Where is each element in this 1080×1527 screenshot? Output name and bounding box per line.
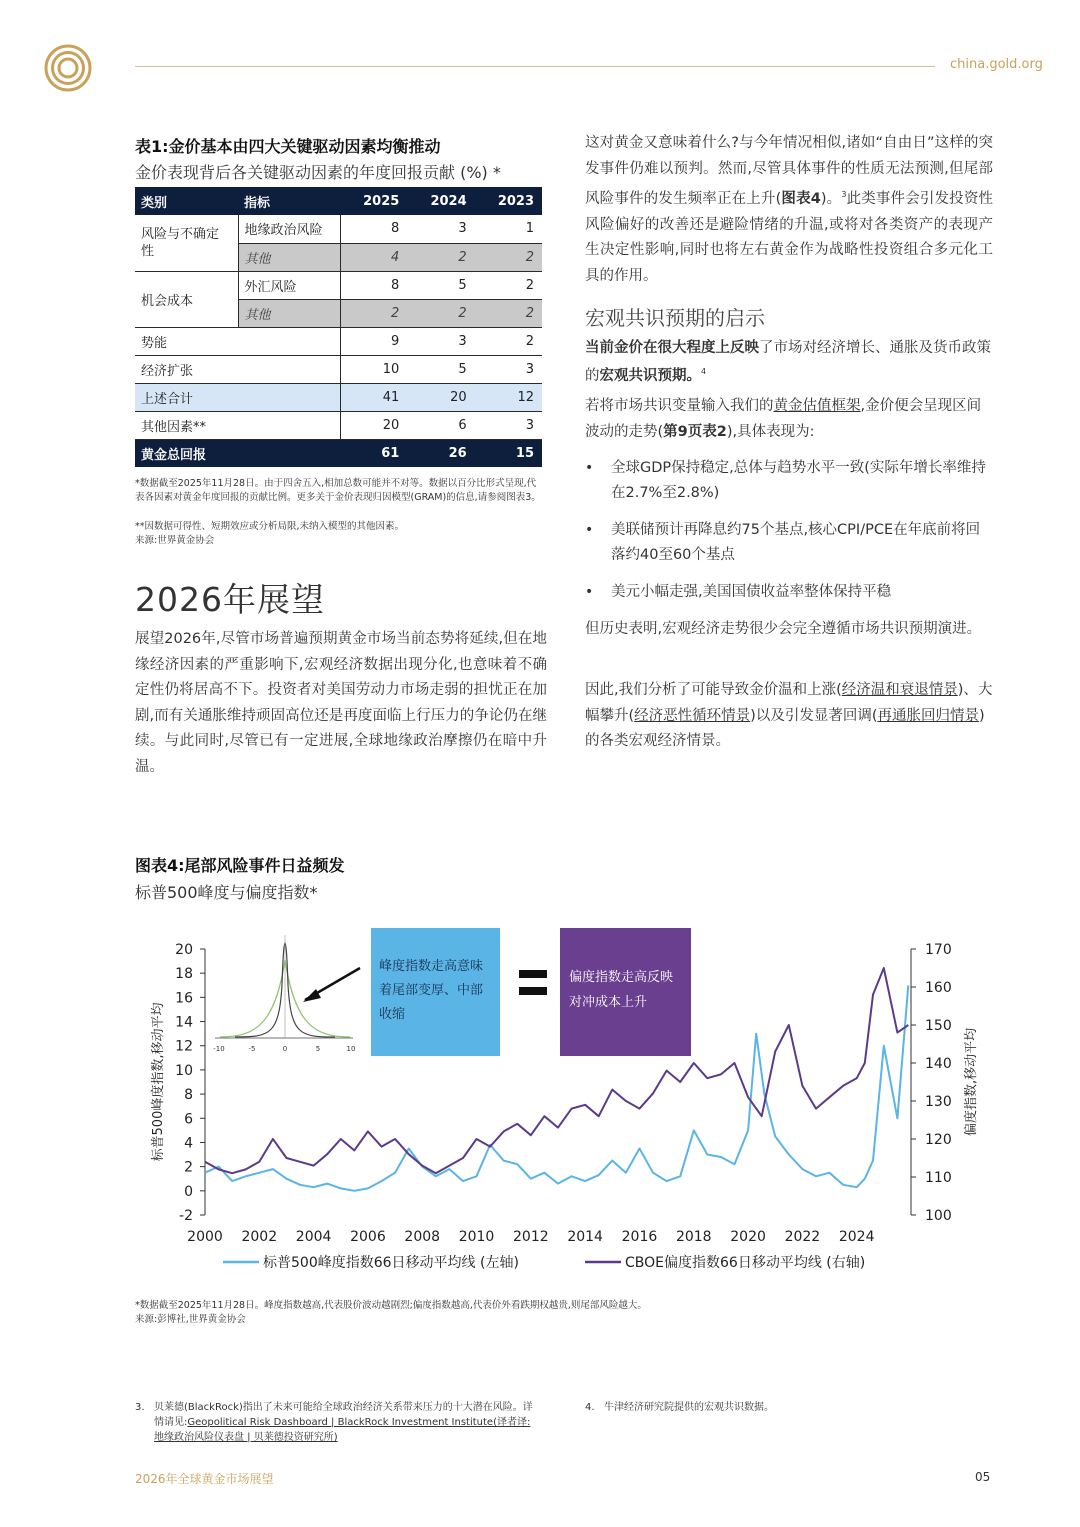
left-tick-label: 14 [175, 1014, 193, 1031]
list-item: • 全球GDP保持稳定,总体与趋势水平一致(实际年增长率维持在2.7%至2.8%) [585, 460, 986, 501]
cell: 26 [407, 439, 474, 467]
inset-tick-label: 0 [282, 1045, 288, 1053]
tail-risk-chart [135, 925, 995, 1285]
row-category: 风险与不确定性 [135, 215, 238, 271]
row-indicator: 外汇风险 [238, 271, 340, 299]
cell: 6 [407, 411, 474, 439]
header-rule [135, 66, 935, 67]
table-title: 表1:金价基本由四大关键驱动因素均衡推动 [135, 137, 441, 156]
scenario-link-3[interactable]: 再通胀回归情景 [877, 707, 979, 724]
list-item: • 美联储预计再降息约75个基点,核心CPI/PCE在年底前将回落约40至60个基点 [585, 522, 981, 563]
equals-bar-top [519, 970, 547, 978]
list-item: • 美元小幅走强,美国国债收益率整体保持平稳 [585, 584, 892, 600]
right-tick-label: 160 [925, 980, 952, 996]
left-tick-label: 6 [184, 1111, 193, 1128]
x-tick-label: 2024 [838, 1229, 875, 1245]
left-tick-label: 20 [175, 942, 193, 958]
cell: 8 [340, 215, 407, 243]
left-tick-label: 16 [175, 990, 193, 1007]
left-tick-label: 8 [184, 1087, 193, 1104]
cell: 2 [475, 271, 542, 299]
right-paragraph-3: 若将市场共识变量输入我们的黄金估值框架,金价便会呈现区间波动的走势(第9页表2),具体表现为: [585, 398, 982, 440]
left-tick-label: -2 [179, 1208, 193, 1224]
chart-subtitle: 标普500峰度与偏度指数* [135, 883, 318, 902]
cell: 15 [475, 439, 542, 467]
x-tick-label: 2012 [513, 1229, 549, 1245]
table-row [135, 271, 542, 299]
table-row [135, 215, 542, 243]
x-tick-label: 2020 [730, 1229, 766, 1245]
right-axis-title: 偏度指数,移动平均 [964, 1027, 979, 1137]
table-row [135, 355, 542, 383]
outlook-heading: 2026年展望 [135, 580, 325, 619]
cell: 9 [340, 327, 407, 355]
right-paragraph-5: 因此,我们分析了可能导致金价温和上涨(经济温和衰退情景)、大幅攀升(经济恶性循环情景)以及引发显著回调(再通胀回归情景)的各类宏观经济情景。 [585, 682, 993, 750]
col-indicator: 指标 [238, 187, 340, 215]
table-note: *数据截至2025年11月28日。由于四舍五入,相加总数可能并不对等。数据以百分比形式呈现,代表各因素对黄金年度回报的贡献比例。更多关于金价表现归因模型(GRAM)的信息,请参阅图表3。 [135, 478, 541, 503]
x-tick-label: 2004 [295, 1229, 332, 1245]
cell: 20 [340, 411, 407, 439]
inset-tick-label: 10 [346, 1045, 356, 1053]
right-tick-label: 170 [925, 942, 952, 958]
cell: 2 [407, 299, 474, 327]
right-tick-label: 110 [925, 1170, 952, 1186]
col-2025: 2025 [340, 187, 407, 215]
footnote-4: 牛津经济研究院提供的宏观共识数据。 [604, 1402, 774, 1413]
table-row-total [135, 439, 542, 467]
table-row [135, 411, 542, 439]
cell: 10 [340, 355, 407, 383]
inset-tick-label: -5 [248, 1045, 256, 1053]
blackrock-link[interactable]: Geopolitical Risk Dashboard | BlackRock Investment Institute(译者译:地缘政治风险仪表盘 | 贝莱德投资研究所) [154, 1417, 531, 1443]
cell: 3 [407, 215, 474, 243]
left-tick-label: 4 [184, 1135, 193, 1152]
cell: 3 [407, 327, 474, 355]
gold-drivers-table [135, 187, 542, 467]
col-2024: 2024 [407, 187, 474, 215]
col-2023: 2023 [475, 187, 542, 215]
table-row [135, 327, 542, 355]
right-tick-label: 100 [925, 1208, 952, 1224]
cell: 2 [475, 299, 542, 327]
x-tick-label: 2000 [187, 1229, 223, 1245]
right-paragraph-4: 但历史表明,宏观经济走势很少会完全遵循市场共识预期演进。 [585, 621, 982, 637]
row-label: 势能 [135, 327, 340, 355]
row-indicator: 其他 [238, 243, 340, 271]
x-tick-label: 2002 [241, 1229, 278, 1245]
legend-label: 标普500峰度指数66日移动平均线 (左轴) [263, 1255, 519, 1271]
cell: 5 [407, 355, 474, 383]
row-label: 上述合计 [135, 383, 340, 411]
table2-ref[interactable]: 第9页表2 [663, 423, 727, 440]
right-tick-label: 150 [925, 1018, 952, 1034]
row-indicator: 其他 [238, 299, 340, 327]
x-tick-label: 2022 [784, 1229, 821, 1245]
footer-title: 2026年全球黄金市场展望 [135, 1472, 274, 1486]
cell: 61 [340, 439, 407, 467]
valuation-framework-link[interactable]: 黄金估值框架 [773, 398, 861, 414]
row-category: 机会成本 [135, 271, 238, 327]
outlook-paragraph: 展望2026年,尽管市场普遍预期黄金市场当前态势将延续,但在地缘经济因素的严重影响下,宏观经济数据出现分化,也意味着不确定性仍将居高不下。投资者对美国劳动力市场走弱的担忧正在加剧,而有关通胀维持顽固高位还是再度面临上行压力的争论仍在继续。与此同时,尽管已有一定进展,全球地缘政治摩擦仍在暗中升温。 [135, 631, 547, 775]
right-paragraph-2: 当前金价在很大程度上反映了市场对经济增长、通胀及货币政策的宏观共识预期。$^4$ [585, 340, 991, 384]
cell: 41 [340, 383, 407, 411]
figure4-ref[interactable]: 图表4 [781, 191, 821, 208]
row-indicator: 地缘政治风险 [238, 215, 340, 243]
site-url[interactable]: china.gold.org [950, 57, 1043, 72]
x-tick-label: 2016 [621, 1229, 658, 1245]
cell: 8 [340, 271, 407, 299]
table-source: 来源:世界黄金协会 [135, 535, 215, 546]
distribution-inset [213, 935, 360, 1053]
scenario-link-2[interactable]: 经济恶性循环情景 [634, 707, 751, 724]
left-tick-label: 10 [175, 1062, 193, 1079]
kurtosis-callout-text: 峰度指数走高意味着尾部变厚、中部收缩 [379, 959, 484, 1022]
right-tick-label: 130 [925, 1094, 952, 1110]
equals-bar-bottom [519, 987, 547, 995]
cell: 2 [407, 243, 474, 271]
x-tick-label: 2010 [458, 1229, 495, 1245]
left-tick-label: 12 [175, 1038, 193, 1055]
right-tick-label: 140 [925, 1056, 952, 1072]
left-axis-title: 标普500峰度指数,移动平均 [151, 1002, 166, 1162]
table-note-2: **因数据可得性、短期效应或分析局限,未纳入模型的其他因素。 [135, 521, 405, 532]
chart-note: *数据截至2025年11月28日。峰度指数越高,代表股价波动越剧烈;偏度指数越高,代表价外看跌期权越贵,则尾部风险越大。 [135, 1300, 647, 1311]
cell: 1 [475, 215, 542, 243]
left-tick-label: 18 [175, 966, 193, 983]
skew-callout-text: 偏度指数走高反映对冲成本上升 [569, 970, 674, 1010]
cell: 2 [340, 299, 407, 327]
row-label: 经济扩张 [135, 355, 340, 383]
left-tick-label: 0 [184, 1183, 193, 1200]
cell: 5 [407, 271, 474, 299]
chart-source: 来源:彭博社,世界黄金协会 [135, 1314, 246, 1325]
chart-title: 图表4:尾部风险事件日益频发 [135, 856, 345, 875]
legend-label: CBOE偏度指数66日移动平均线 (右轴) [625, 1255, 866, 1271]
table-row-subtotal [135, 383, 542, 411]
footnote-3-number: 3. [135, 1402, 145, 1413]
col-category: 类别 [135, 187, 238, 215]
cell: 2 [475, 243, 542, 271]
inset-tick-label: 5 [315, 1045, 321, 1053]
table-subtitle: 金价表现背后各关键驱动因素的年度回报贡献 (%) * [135, 163, 501, 182]
cell: 4 [340, 243, 407, 271]
footnote-3: 贝莱德(BlackRock)指出了未来可能给全球政治经济关系带来压力的十大潜在风险。详情请见:Geopolitical Risk Dashboard | BlackRock Investment Institute(译者译:地缘政治风险仪表盘 | 贝莱德投资研究所) [154, 1402, 533, 1443]
macro-heading: 宏观共识预期的启示 [585, 306, 765, 330]
page-number: 05 [975, 1470, 991, 1484]
row-label: 黄金总回报 [135, 439, 340, 467]
cell: 20 [407, 383, 474, 411]
cell: 12 [475, 383, 542, 411]
footnote-4-number: 4. [585, 1402, 595, 1413]
x-tick-label: 2018 [675, 1229, 712, 1245]
x-tick-label: 2008 [404, 1229, 441, 1245]
left-tick-label: 2 [184, 1159, 193, 1176]
cell: 3 [475, 355, 542, 383]
row-label: 其他因素** [135, 411, 340, 439]
inset-tick-label: -10 [213, 1045, 225, 1053]
cell: 2 [475, 327, 542, 355]
x-tick-label: 2014 [567, 1229, 603, 1245]
right-tick-label: 120 [925, 1132, 952, 1148]
x-tick-label: 2006 [350, 1229, 386, 1245]
right-paragraph-1: 这对黄金又意味着什么?与今年情况相似,诸如“自由日”这样的突发事件仍难以预判。然而,尽管具体事件的性质无法预测,但尾部风险事件的发生频率正在上升(图表4)。$^3$此类事件会引发投资性风险偏好的改善还是避险情绪的升温,或将对各类资产的表现产生决定性影响,同时也将左右黄金作为战略性投资组合多元化工具的作用。 [585, 135, 994, 284]
world-gold-council-logo [44, 44, 92, 92]
scenario-link-1[interactable]: 经济温和衰退情景 [841, 682, 958, 698]
cell: 3 [475, 411, 542, 439]
